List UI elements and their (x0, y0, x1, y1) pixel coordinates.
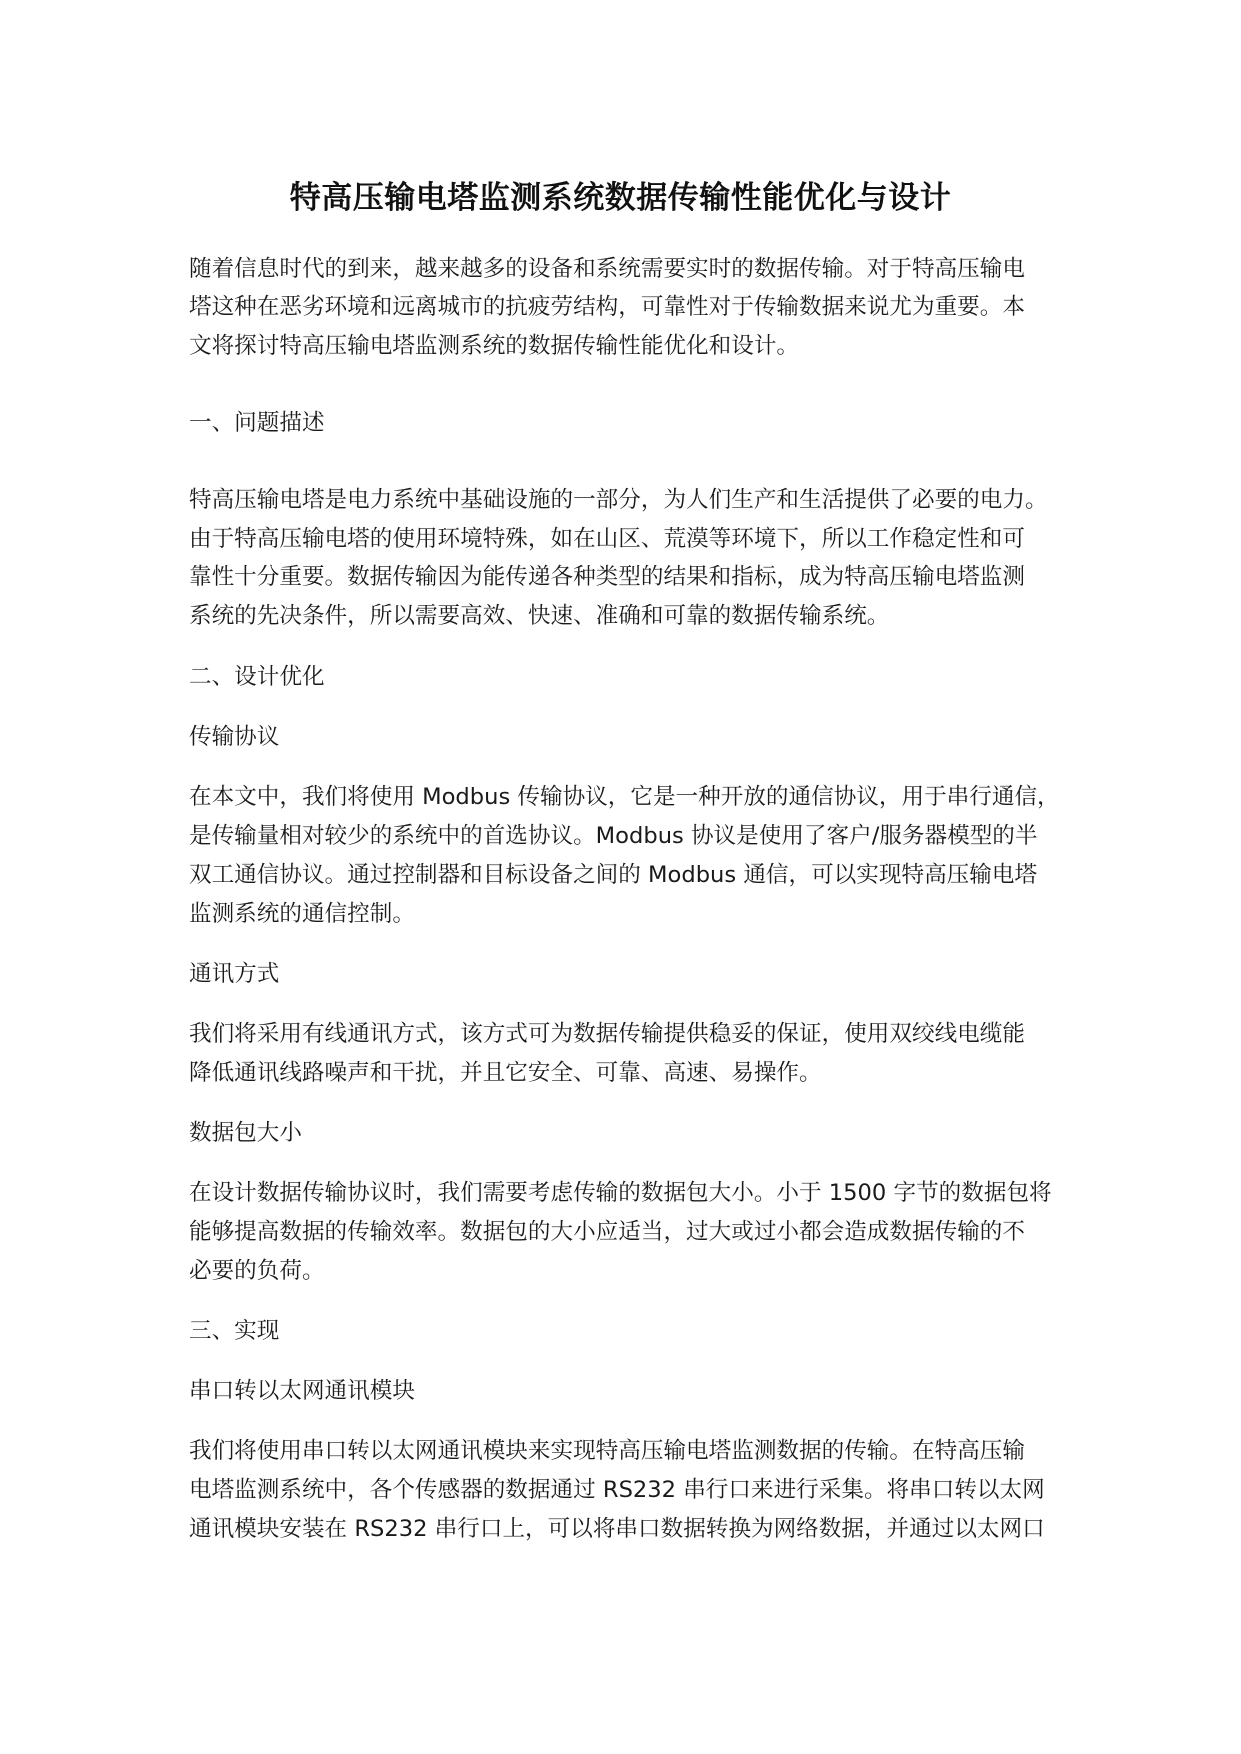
communication-paragraph-line-1: 我们将采用有线通讯方式，该方式可为数据传输提供稳妥的保证，使用双绞线电缆能 (189, 1021, 1025, 1047)
problem-paragraph-line-4: 系统的先决条件，所以需要高效、快速、准确和可靠的数据传输系统。 (189, 603, 890, 629)
implementation-paragraph-line-3: 通讯模块安装在 RS232 串行口上，可以将串口数据转换为网络数据，并通过以太网口 (189, 1516, 1045, 1542)
section-heading-problem: 一、问题描述 (189, 410, 325, 436)
communication-paragraph-line-2: 降低通讯线路噪声和干扰，并且它安全、可靠、高速、易操作。 (189, 1060, 822, 1086)
problem-paragraph-line-3: 靠性十分重要。数据传输因为能传递各种类型的结果和指标，成为特高压输电塔监测 (189, 564, 1025, 590)
intro-paragraph-line-2: 塔这种在恶劣环境和远离城市的抗疲劳结构，可靠性对于传输数据来说尤为重要。本 (189, 294, 1025, 320)
subheading-serial-ethernet: 串口转以太网通讯模块 (189, 1378, 415, 1404)
section-heading-implementation: 三、实现 (189, 1318, 280, 1344)
section-heading-design: 二、设计优化 (189, 664, 325, 690)
protocol-paragraph-line-3: 双工通信协议。通过控制器和目标设备之间的 Modbus 通信，可以实现特高压输电塔 (189, 862, 1038, 888)
implementation-paragraph-line-2: 电塔监测系统中，各个传感器的数据通过 RS232 串行口来进行采集。将串口转以太网 (189, 1477, 1045, 1503)
protocol-paragraph-line-2: 是传输量相对较少的系统中的首选协议。Modbus 协议是使用了客户/服务器模型的半 (189, 823, 1038, 849)
subheading-communication: 通讯方式 (189, 961, 280, 987)
problem-paragraph-line-1: 特高压输电塔是电力系统中基础设施的一部分，为人们生产和生活提供了必要的电力。 (189, 487, 1048, 513)
subheading-protocol: 传输协议 (189, 724, 280, 750)
protocol-paragraph-line-1: 在本文中，我们将使用 Modbus 传输协议，它是一种开放的通信协议，用于串行通信， (189, 784, 1060, 810)
intro-paragraph-line-3: 文将探讨特高压输电塔监测系统的数据传输性能优化和设计。 (189, 333, 800, 359)
problem-paragraph-line-2: 由于特高压输电塔的使用环境特殊，如在山区、荒漠等环境下，所以工作稳定性和可 (189, 526, 1025, 552)
subheading-packet-size: 数据包大小 (189, 1120, 302, 1146)
packet-paragraph-line-1: 在设计数据传输协议时，我们需要考虑传输的数据包大小。小于 1500 字节的数据包将 (189, 1180, 1052, 1206)
intro-paragraph-line-1: 随着信息时代的到来，越来越多的设备和系统需要实时的数据传输。对于特高压输电 (189, 256, 1025, 282)
document-title: 特高压输电塔监测系统数据传输性能优化与设计 (289, 180, 952, 216)
packet-paragraph-line-3: 必要的负荷。 (189, 1258, 325, 1284)
implementation-paragraph-line-1: 我们将使用串口转以太网通讯模块来实现特高压输电塔监测数据的传输。在特高压输 (189, 1438, 1025, 1464)
protocol-paragraph-line-4: 监测系统的通信控制。 (189, 901, 415, 927)
packet-paragraph-line-2: 能够提高数据的传输效率。数据包的大小应适当，过大或过小都会造成数据传输的不 (189, 1219, 1025, 1245)
